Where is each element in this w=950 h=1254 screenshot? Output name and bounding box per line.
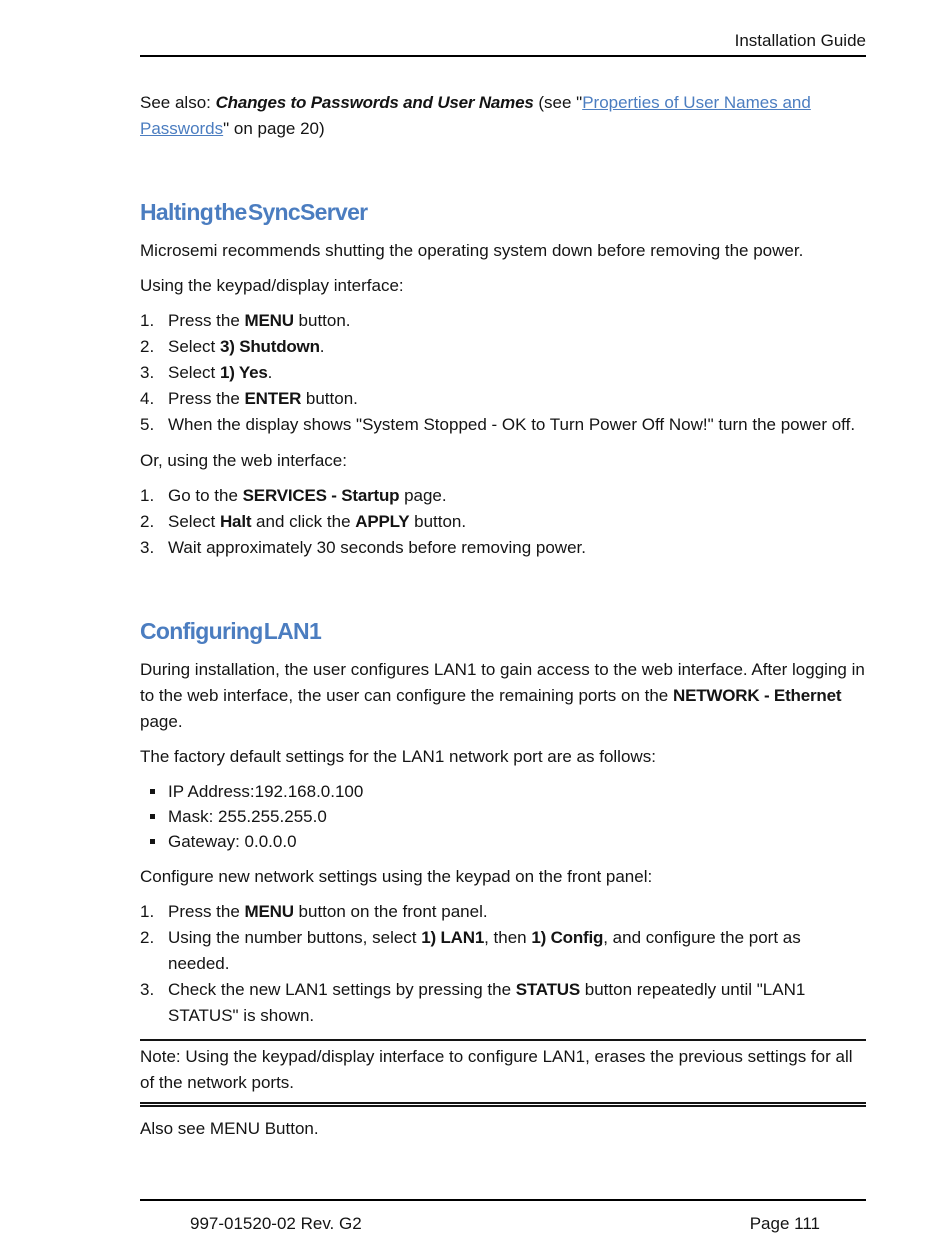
text-run: 1) LAN1 [421, 928, 485, 947]
step-text [168, 412, 866, 438]
step-number: 4. [140, 389, 155, 408]
list-item [140, 412, 866, 438]
text-run: 1) Config [531, 928, 604, 947]
web-shutdown-steps [140, 483, 866, 561]
header-rule [140, 55, 866, 57]
list-item [140, 386, 866, 412]
text-run: STATUS [515, 980, 581, 999]
text-run: Check the new LAN1 settings by pressing the [168, 980, 516, 999]
text-run: page. [140, 712, 183, 731]
paragraph: Also see MENU Button. [140, 1119, 319, 1138]
list-item [140, 334, 866, 360]
text-run: page. [399, 486, 447, 505]
text-run: See also: [140, 93, 216, 112]
text-run: APPLY [355, 512, 410, 531]
paragraph: The factory default settings for the LAN1 network port are as follows: [140, 747, 656, 766]
keypad-shutdown-steps [140, 308, 866, 438]
page-content [140, 90, 866, 1151]
step-number: 3. [140, 980, 155, 999]
text-run: " on page 20) [223, 119, 325, 138]
step-text [168, 925, 866, 977]
step-text [168, 509, 866, 535]
step-number: 1. [140, 902, 155, 921]
text-run: During installation, the user configures LAN1 to gain access to the web interface. After logging in to the web interface, the user can configure the remaining ports on the [140, 660, 865, 705]
list-item [140, 977, 866, 1029]
page-footer [140, 1199, 866, 1234]
text-run: ENTER [244, 389, 302, 408]
list-item: IP Address:192.168.0.100 [140, 779, 866, 804]
text-run: button repeatedly until "LAN1 STATUS" is shown. [168, 980, 806, 1025]
paragraph [140, 657, 866, 735]
text-run: , and configure the port as needed. [168, 928, 801, 973]
step-text [168, 360, 866, 386]
step-number: 2. [140, 512, 155, 531]
text-run: . [267, 363, 273, 382]
text-run: Halt [219, 512, 252, 531]
step-text [168, 386, 866, 412]
text-run: SERVICES - Startup [242, 486, 400, 505]
list-item [140, 308, 866, 334]
footer-page-number: Page 111 [749, 1214, 820, 1233]
list-item [140, 899, 866, 925]
text-run: 1) Yes [219, 363, 268, 382]
text-run: Select [168, 337, 220, 356]
text-run: Using the number buttons, select [168, 928, 422, 947]
step-text [168, 334, 866, 360]
list-item [140, 483, 866, 509]
step-text [168, 977, 866, 1029]
list-item [140, 360, 866, 386]
see-also-paragraph [140, 90, 866, 142]
step-number: 5. [140, 415, 155, 434]
list-item [140, 925, 866, 977]
header-title: Installation Guide [734, 31, 866, 50]
list-item [140, 509, 866, 535]
list-item: Mask: 255.255.255.0 [140, 804, 866, 829]
text-run: Changes to Passwords and User Names [215, 93, 534, 112]
paragraph: Using the keypad/display interface: [140, 276, 404, 295]
paragraph: Microsemi recommends shutting the operating system down before removing the power. [140, 241, 804, 260]
step-number: 3. [140, 538, 155, 557]
text-run: . [319, 337, 325, 356]
text-run: 3) Shutdown [219, 337, 320, 356]
step-text [168, 308, 866, 334]
text-run: button. [409, 512, 467, 531]
text-link[interactable]: Properties of User Names and Passwords [140, 93, 811, 138]
text-run: Wait approximately 30 seconds before removing power. [168, 538, 586, 557]
text-run: When the display shows "System Stopped - OK to Turn Power Off Now!" turn the power off. [168, 415, 856, 434]
text-run: Go to the [168, 486, 243, 505]
page-header [140, 0, 866, 57]
paragraph: Or, using the web interface: [140, 451, 347, 470]
text-run: MENU [244, 902, 294, 921]
step-number: 1. [140, 486, 155, 505]
text-run: button. [301, 389, 358, 408]
text-run: NETWORK - Ethernet [673, 686, 842, 705]
text-run: Press the [168, 389, 245, 408]
text-run: button. [293, 311, 351, 330]
step-number: 1. [140, 311, 155, 330]
text-run: Select [168, 512, 220, 531]
paragraph: Configure new network settings using the keypad on the front panel: [140, 867, 653, 886]
section-heading-configuring-lan1: Configuring LAN1 [140, 618, 322, 644]
text-run: Press the [168, 311, 245, 330]
text-run: MENU [244, 311, 294, 330]
text-run: button on the front panel. [293, 902, 488, 921]
step-text [168, 899, 866, 925]
section-heading-halting-syncserver: Halting the SyncServer [140, 199, 368, 225]
text-run: (see " [533, 93, 583, 112]
text-run: , then [484, 928, 532, 947]
list-item [140, 535, 866, 561]
step-text [168, 483, 866, 509]
lan1-default-settings-list [140, 779, 866, 854]
text-run: Press the [168, 902, 245, 921]
note-block: Note: Using the keypad/display interface to configure LAN1, erases the previous settings for all of the network ports. [140, 1039, 866, 1107]
configure-network-steps [140, 899, 866, 1029]
text-run: and click the [251, 512, 356, 531]
step-number: 2. [140, 337, 155, 356]
step-number: 3. [140, 363, 155, 382]
text-run: Select [168, 363, 220, 382]
list-item: Gateway: 0.0.0.0 [140, 829, 866, 854]
step-number: 2. [140, 928, 155, 947]
step-text [168, 535, 866, 561]
footer-document-number: 997-01520-02 Rev. G2 [190, 1214, 362, 1233]
